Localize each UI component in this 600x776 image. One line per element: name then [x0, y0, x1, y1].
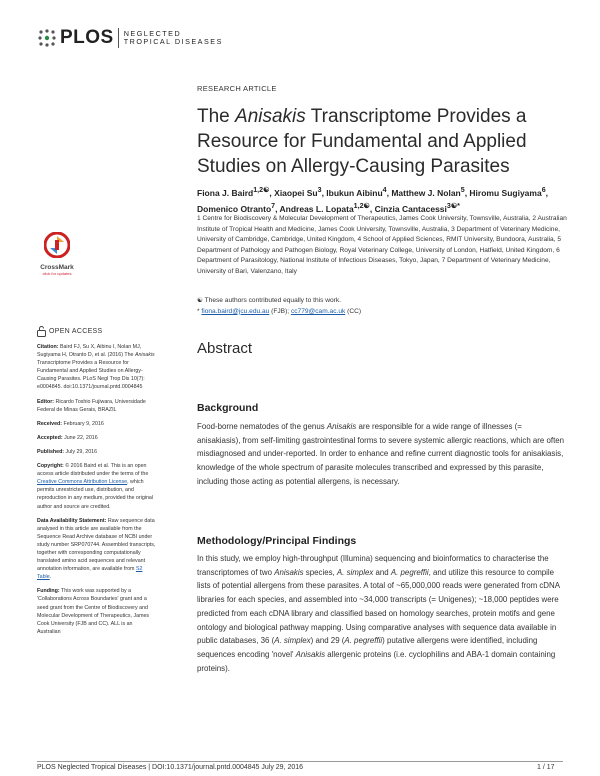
author[interactable]: Andreas L. Lopata$^{1,2☯}$	[279, 201, 370, 214]
methodology-heading: Methodology/Principal Findings	[197, 535, 357, 547]
affiliations: 1 Centre for Biodiscovery & Molecular Development of Therapeutics, James Cook University, Townsville, Australia, 2 Australian Institute of Tropical Health and Medicine, James Cook University, Townsville, Australia, 3 Department of Veterinary Medicine, University of Cambridge, Cambridge, United Kingdom, 4 School of Applied Sciences, RMIT University, Bundoora, Australia, 5 Department of Pathology and Pathogen Biology, Royal Veterinary College, University of London, Hatfield, United Kingdom, 6 Department of Parasitology, National Institute of Infectious Diseases, Tokyo, Japan, 7 Department of Veterinary Medicine, University of Bari, Valenzano, Italy	[197, 215, 567, 275]
copyright: Copyright: © 2016 Baird et al. This is an open access article distributed under the terms of the Creative Commons Attribution License, which permits unrestricted use, distribution, and reproduction in any medium, provided the original author and source are credited.	[37, 463, 154, 510]
author-notes	[197, 296, 572, 318]
methodology-text: In this study, we employ high-throughput (Illumina) sequencing and bioinformatics to characterise the transcriptomes of two Anisakis species, A. simplex and A. pegreffii, and utilize this resource to compile lists of potential allergens from these parasites. A total of ~65,000,000 reads were generated from cDNA libraries for each species, and assembled into ~34,000 transcripts (= Unigenes); ~18,000 peptides were predicted from each cDNA library and classified based on homology searches, protein motifs and gene ontology and biological pathway mapping. Using comparative analyses with sequence data available in public databases, 36 (A. simplex) and 29 (A. pegreffii) putative allergens were identified, including sequences encoding 'novel' Anisakis allergenic proteins (i.e. cyclophilins and ABA-1 domain containing proteins).	[197, 554, 560, 673]
footer-citation: PLOS Neglected Tropical Diseases | DOI:10.1371/journal.pntd.0004845 July 29, 2016	[37, 764, 304, 771]
background-heading: Background	[197, 402, 259, 414]
accepted-date: Accepted: June 22, 2016	[37, 434, 98, 441]
author[interactable]: Hiromu Sugiyama$^6$	[469, 186, 546, 198]
author[interactable]: Ibukun Aibinu$^4$	[326, 186, 387, 198]
title-part1: The	[197, 106, 236, 127]
email-link[interactable]: cc779@cam.ac.uk	[290, 307, 346, 315]
logo-divider	[118, 28, 119, 48]
crossmark-badge[interactable]	[37, 232, 77, 276]
journal-name	[124, 30, 223, 47]
editor: Editor: Ricardo Toshio Fujiwara, Universidade Federal de Minas Gerais, BRAZIL	[37, 398, 146, 413]
article-title	[197, 104, 557, 179]
journal-name-line2: TROPICAL DISEASES	[123, 37, 223, 46]
published-date: Published: July 29, 2016	[37, 448, 98, 455]
author-list: Fiona J. Baird$^{1,2☯}$, Xiaopei Su$^3$, Ibukun Aibinu$^4$, Matthew J. Nolan$^5$, Hiromu Sugiyama$^6$, Domenico Otranto$^7$, Andreas L. Lopata$^{1,2☯}$, Cinzia Cantacessi$^{3☯*}$	[197, 186, 549, 214]
s2-table-link[interactable]: S2 Table	[37, 566, 143, 581]
author[interactable]: Cinzia Cantacessi$^{3☯*}$	[374, 201, 460, 214]
crossmark-icon	[44, 232, 70, 258]
page-number: 1 / 17	[537, 764, 555, 771]
funding: Funding: This work was supported by a 'Collaborations Across Boundaries' grant and a seed grant from the Centre of Biodiscovery and Molecular Development of Therapeutics, James Cook University (FJB and CC). ALL is an Australian	[37, 588, 150, 635]
article-type: RESEARCH ARTICLE	[197, 84, 277, 93]
corresponding-author-note: * fiona.baird@jcu.edu.au (FJB); cc779@cam.ac.uk (CC)	[197, 307, 362, 315]
background-text: Food-borne nematodes of the genus Anisakis are responsible for a wide range of illnesses (= anisakiasis), from self-limiting gastrointestinal forms to severe systemic allergic reactions, which are often misdiagnosed and under-reported. In order to enhance and refine current diagnostic tools for anisakiasis, knowledge of the whole spectrum of parasite molecules transcribed and expressed by this parasite, including those acting as potential allergens, is necessary.	[197, 422, 565, 486]
plos-dots-icon	[37, 28, 57, 48]
received-date: Received: February 9, 2016	[37, 420, 104, 427]
data-availability: Data Availability Statement: Raw sequence data analysed in this article are available from the Sequence Read Archive database of NCBI under study number SRP070744. Assembled transcripts, together with corresponding computationally translated amino acid sequences and relevant annotation information, are available from S2 Table.	[37, 517, 156, 581]
journal-logo[interactable]	[37, 27, 223, 49]
footer-divider	[37, 761, 563, 762]
crossmark-sub: click for updates	[42, 271, 72, 276]
title-part2: Transcriptome Provides a Resource for Fundamental and Applied Studies on Allergy-Causing Parasites	[197, 106, 527, 177]
equal-contribution-note: ☯ These authors contributed equally to this work.	[197, 297, 341, 304]
author[interactable]: Domenico Otranto$^7$	[197, 201, 276, 214]
author[interactable]: Xiaopei Su$^3$	[274, 186, 322, 198]
author[interactable]: Matthew J. Nolan$^5$	[391, 186, 465, 198]
crossmark-label: CrossMark	[40, 264, 74, 271]
open-access-label: OPEN ACCESS	[49, 328, 103, 335]
article-sidebar	[37, 326, 157, 642]
logo-text: PLOS	[60, 27, 114, 48]
citation: Citation: Baird FJ, Su X, Aibinu I, Nolan MJ, Sugiyama H, Otranto D, et al. (2016) The Anisakis Transcriptome Provides a Resource for Fundamental and Applied Studies on Allergy-Causing Parasites. PLoS Negl Trop Dis 10(7): e0004845. doi:10.1371/journal.pntd.0004845	[37, 344, 155, 391]
author[interactable]: Fiona J. Baird$^{1,2☯}$	[197, 186, 270, 198]
email-link[interactable]: fiona.baird@jcu.edu.au	[201, 307, 270, 315]
title-italic: Anisakis	[235, 106, 306, 127]
abstract-heading: Abstract	[197, 340, 253, 357]
open-access-badge	[37, 326, 157, 337]
journal-name-line1: NEGLECTED	[123, 28, 182, 38]
license-link[interactable]: Creative Commons Attribution License	[37, 479, 128, 486]
open-lock-icon	[37, 326, 46, 337]
